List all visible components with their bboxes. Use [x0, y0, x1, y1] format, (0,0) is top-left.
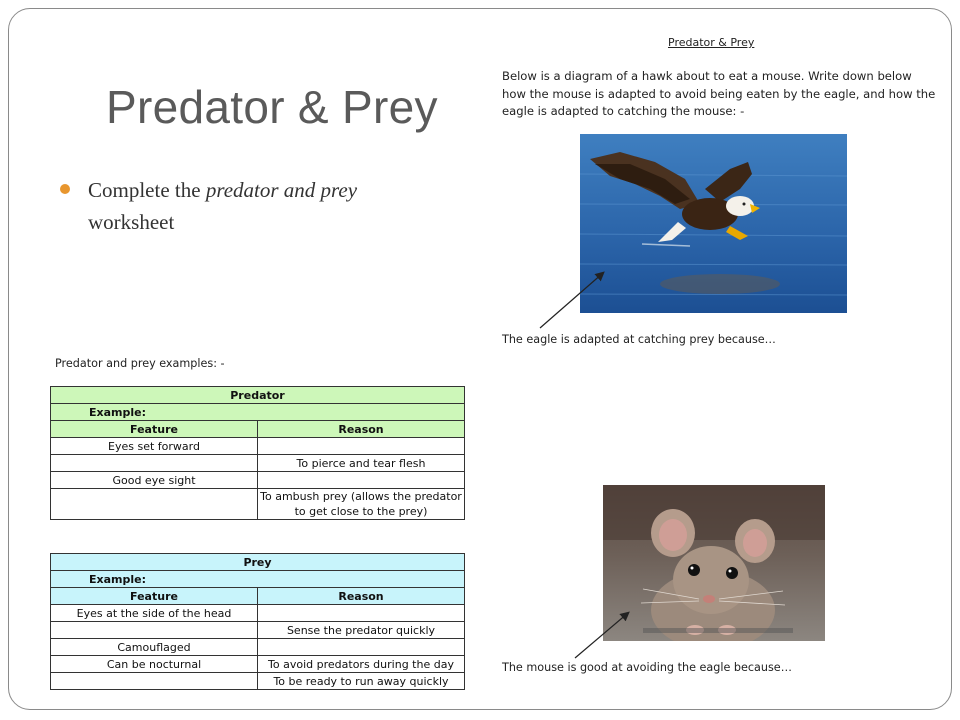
- table-cell: Sense the predator quickly: [258, 622, 465, 639]
- table-row: [51, 639, 465, 656]
- predator-table-title: Predator: [51, 387, 465, 404]
- table-row: [51, 605, 465, 622]
- eagle-illustration: [580, 134, 847, 313]
- table-cell: To ambush prey (allows the predator to get close to the prey): [258, 489, 465, 520]
- prey-example-label: Example:: [51, 571, 465, 588]
- prey-header-feature: Feature: [51, 588, 258, 605]
- table-cell: [258, 605, 465, 622]
- prey-table: [50, 553, 465, 690]
- table-cell: Good eye sight: [51, 472, 258, 489]
- table-cell: [258, 438, 465, 455]
- table-cell: Can be nocturnal: [51, 656, 258, 673]
- examples-label: Predator and prey examples: -: [55, 357, 225, 370]
- prey-header-reason: Reason: [258, 588, 465, 605]
- table-cell: [258, 639, 465, 656]
- table-row: [51, 673, 465, 690]
- table-row: [51, 472, 465, 489]
- table-cell: Eyes set forward: [51, 438, 258, 455]
- bullet-dot-icon: [60, 184, 70, 194]
- eagle-caption: The eagle is adapted at catching prey because…: [502, 333, 776, 346]
- predator-example-label: Example:: [51, 404, 465, 421]
- table-row: [51, 438, 465, 455]
- mouse-caption: The mouse is good at avoiding the eagle because…: [502, 661, 792, 674]
- table-cell: [51, 622, 258, 639]
- table-cell: Eyes at the side of the head: [51, 605, 258, 622]
- table-cell: [51, 489, 258, 520]
- worksheet-intro: Below is a diagram of a hawk about to eat a mouse. Write down below how the mouse is adapted to avoid being eaten by the eagle, and how the eagle is adapted to catching the mouse: -: [502, 69, 936, 118]
- bullet-suffix: worksheet: [88, 210, 175, 234]
- bullet-text: [88, 174, 400, 238]
- prey-table-title: Prey: [51, 554, 465, 571]
- eagle-photo: [580, 134, 847, 313]
- predator-header-feature: Feature: [51, 421, 258, 438]
- table-cell: Camouflaged: [51, 639, 258, 656]
- table-cell: To be ready to run away quickly: [258, 673, 465, 690]
- table-cell: [258, 472, 465, 489]
- mouse-illustration: [603, 485, 825, 641]
- table-cell: To avoid predators during the day: [258, 656, 465, 673]
- mouse-photo: [603, 485, 825, 641]
- table-row: [51, 656, 465, 673]
- bullet-emphasis: predator and prey: [205, 178, 358, 202]
- bullet-item: [60, 174, 400, 238]
- slide-title: Predator & Prey: [106, 81, 438, 133]
- table-row: [51, 455, 465, 472]
- table-cell: [51, 455, 258, 472]
- table-cell: To pierce and tear flesh: [258, 455, 465, 472]
- table-row: [51, 489, 465, 520]
- bullet-prefix: Complete the: [88, 178, 206, 202]
- worksheet-title: Predator & Prey: [668, 36, 755, 49]
- predator-table: [50, 386, 465, 520]
- table-row: [51, 622, 465, 639]
- predator-header-reason: Reason: [258, 421, 465, 438]
- table-cell: [51, 673, 258, 690]
